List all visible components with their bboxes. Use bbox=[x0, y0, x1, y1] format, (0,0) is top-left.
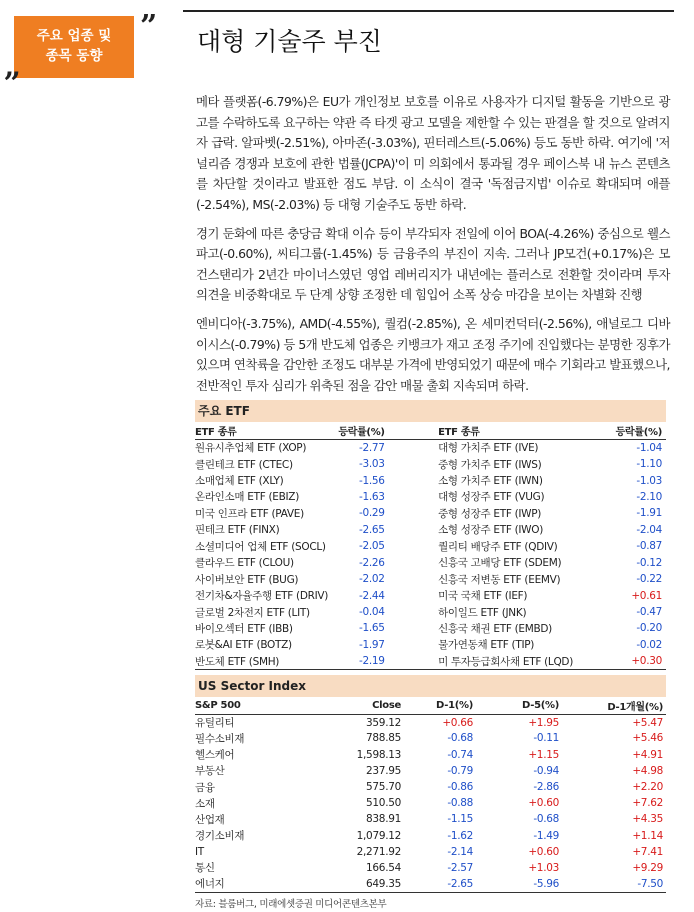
etf-col-change-left: 등락률(%) bbox=[329, 423, 389, 439]
etf-change-left: -2.44 bbox=[359, 589, 385, 602]
etf-change-right: -0.47 bbox=[636, 606, 662, 619]
etf-name-right: 미 투자등급회사채 ETF (LQD) bbox=[438, 653, 595, 669]
etf-row bbox=[195, 439, 666, 455]
etf-section-title: 주요 ETF bbox=[195, 400, 666, 422]
sector-1m: +4.98 bbox=[632, 764, 663, 777]
etf-col-change-right: 등락률(%) bbox=[595, 423, 666, 439]
etf-name-right: 하이일드 ETF (JNK) bbox=[438, 606, 527, 619]
sector-header-row bbox=[195, 698, 666, 714]
etf-name-right: 소형 가치주 ETF (IWN) bbox=[438, 475, 543, 488]
etf-name-right: 중형 가치주 ETF (IWS) bbox=[438, 458, 542, 471]
etf-change-left: -1.65 bbox=[359, 622, 385, 635]
badge-line-2: 종목 동향 bbox=[45, 48, 103, 64]
etf-change-right: -2.10 bbox=[636, 490, 662, 503]
etf-name-left: 원유시추업체 ETF (XOP) bbox=[195, 442, 307, 455]
sector-row bbox=[195, 795, 666, 811]
sector-d5: -0.68 bbox=[533, 813, 559, 826]
sector-row bbox=[195, 730, 666, 746]
etf-change-right: -1.10 bbox=[636, 458, 662, 471]
etf-name-right: 소형 성장주 ETF (IWO) bbox=[438, 524, 544, 537]
sector-row bbox=[195, 844, 666, 860]
etf-row bbox=[195, 456, 666, 472]
sector-d5: -0.94 bbox=[533, 764, 559, 777]
etf-row bbox=[195, 505, 666, 521]
sector-d1: -1.62 bbox=[447, 829, 473, 842]
sector-name: 소재 bbox=[195, 797, 215, 810]
sector-1m: +4.91 bbox=[632, 748, 663, 761]
sector-1m: +4.35 bbox=[632, 813, 663, 826]
sector-name: 산업재 bbox=[195, 813, 225, 826]
etf-name-right: 신흥국 저변동 ETF (EEMV) bbox=[438, 573, 561, 586]
etf-name-left: 전기차&자율주행 ETF (DRIV) bbox=[195, 590, 329, 603]
sector-col-close: Close bbox=[305, 698, 401, 714]
sector-1m: +2.20 bbox=[632, 781, 663, 794]
etf-change-left: -2.05 bbox=[359, 540, 385, 553]
etf-change-right: -1.04 bbox=[636, 441, 662, 454]
sector-row bbox=[195, 747, 666, 763]
etf-name-left: 글로벌 2차전지 ETF (LIT) bbox=[195, 606, 310, 619]
sector-d1: -1.15 bbox=[447, 813, 473, 826]
sector-d1: -0.86 bbox=[447, 781, 473, 794]
sector-name: IT bbox=[195, 845, 204, 858]
sector-1m: +5.47 bbox=[632, 716, 663, 729]
badge-line-1: 주요 업종 및 bbox=[36, 28, 112, 44]
sector-close: 838.91 bbox=[366, 813, 401, 826]
etf-name-right: 신흥국 채권 ETF (EMBD) bbox=[438, 622, 552, 635]
etf-name-left: 미국 인프라 ETF (PAVE) bbox=[195, 507, 304, 520]
quote-close-mark: ” bbox=[140, 9, 158, 44]
etf-change-left: -1.97 bbox=[359, 638, 385, 651]
etf-name-right: 퀄리티 배당주 ETF (QDIV) bbox=[438, 540, 558, 553]
sector-close: 1,598.13 bbox=[356, 748, 401, 761]
etf-change-right: -0.02 bbox=[636, 638, 662, 651]
sector-close: 788.85 bbox=[366, 732, 401, 745]
etf-row bbox=[195, 604, 666, 620]
sector-close: 166.54 bbox=[366, 861, 401, 874]
paragraph-2: 경기 둔화에 따른 충당금 확대 이슈 등이 부각되자 전일에 이어 BOA(-4.26%) 중심으로 웰스파고(-0.60%), 씨티그룹(-1.45%) 등 금융주의 부진이 지속. 그러나 JP모건(+0.17%)은 모건스탠리가 2년간 마이너스였던 영업 레버리지가 내년에는 플러스로 전환할 것이라며 투자의견을 비중확대로 두 단계 상향 조정한 데 힘입어 소폭 상승 마감을 보이는 차별화 진행 bbox=[196, 225, 670, 303]
sector-name: 에너지 bbox=[195, 876, 305, 892]
etf-change-right: -0.20 bbox=[636, 622, 662, 635]
sector-close: 575.70 bbox=[366, 781, 401, 794]
sector-name: 헬스케어 bbox=[195, 749, 235, 762]
sector-d5: -1.49 bbox=[533, 829, 559, 842]
sector-d5: +0.60 bbox=[528, 797, 559, 810]
sector-1m: +1.14 bbox=[632, 829, 663, 842]
sector-name: 금융 bbox=[195, 781, 215, 794]
etf-name-left: 바이오섹터 ETF (IBB) bbox=[195, 622, 293, 635]
etf-col-name-right: ETF 종류 bbox=[438, 423, 595, 439]
etf-row bbox=[195, 538, 666, 554]
etf-change-right: -1.91 bbox=[636, 507, 662, 520]
etf-header-row bbox=[195, 423, 666, 439]
etf-name-left: 클린테크 ETF (CTEC) bbox=[195, 458, 293, 471]
etf-change-left: -0.04 bbox=[359, 606, 385, 619]
sector-col-d1: D-1(%) bbox=[401, 698, 473, 714]
sector-1m: +7.41 bbox=[632, 845, 663, 858]
etf-change-left: -2.19 bbox=[329, 653, 389, 669]
sector-row bbox=[195, 860, 666, 876]
top-rule bbox=[183, 10, 674, 12]
etf-change-right: +0.30 bbox=[595, 653, 666, 669]
section-badge bbox=[14, 16, 134, 78]
etf-row bbox=[195, 587, 666, 603]
sector-d1: -2.57 bbox=[447, 861, 473, 874]
sector-1m: +5.46 bbox=[632, 732, 663, 745]
sector-d1: -2.14 bbox=[447, 845, 473, 858]
etf-name-left: 클라우드 ETF (CLOU) bbox=[195, 557, 294, 570]
etf-change-left: -1.56 bbox=[359, 474, 385, 487]
sector-d5: +0.60 bbox=[528, 845, 559, 858]
sector-d1: -0.79 bbox=[447, 764, 473, 777]
sector-d5: -2.86 bbox=[533, 781, 559, 794]
etf-table bbox=[195, 423, 666, 670]
etf-change-right: -0.22 bbox=[636, 573, 662, 586]
etf-change-left: -2.26 bbox=[359, 556, 385, 569]
sector-name: 부동산 bbox=[195, 765, 225, 778]
etf-change-right: -1.03 bbox=[636, 474, 662, 487]
sector-d1: +0.66 bbox=[442, 716, 473, 729]
sector-col-d5: D-5(%) bbox=[473, 698, 559, 714]
sector-name: 유틸리티 bbox=[195, 717, 235, 730]
page-title: 대형 기술주 부진 bbox=[197, 27, 382, 56]
sector-col-1m: D-1개월(%) bbox=[559, 698, 666, 714]
sector-section-title: US Sector Index bbox=[195, 675, 666, 697]
etf-change-right: -0.87 bbox=[636, 540, 662, 553]
etf-row bbox=[195, 637, 666, 653]
sector-name: 경기소비재 bbox=[195, 830, 245, 843]
etf-name-left: 반도체 ETF (SMH) bbox=[195, 653, 329, 669]
sector-row bbox=[195, 779, 666, 795]
etf-name-right: 대형 성장주 ETF (VUG) bbox=[438, 491, 545, 504]
etf-change-right: +0.61 bbox=[631, 589, 662, 602]
etf-row bbox=[195, 571, 666, 587]
sector-name: 필수소비재 bbox=[195, 732, 245, 745]
etf-name-right: 대형 가치주 ETF (IVE) bbox=[438, 442, 539, 455]
etf-name-left: 핀테크 ETF (FINX) bbox=[195, 524, 280, 537]
sector-name: 통신 bbox=[195, 862, 215, 875]
etf-row bbox=[195, 653, 666, 669]
sector-close: 1,079.12 bbox=[356, 829, 401, 842]
etf-name-left: 소셜미디어 업체 ETF (SOCL) bbox=[195, 540, 326, 553]
sector-d1: -2.65 bbox=[401, 876, 473, 892]
sector-d1: -0.74 bbox=[447, 748, 473, 761]
etf-row bbox=[195, 555, 666, 571]
quote-open-mark: „ bbox=[4, 49, 22, 84]
etf-name-right: 미국 국채 ETF (IEF) bbox=[438, 590, 528, 603]
etf-change-left: -2.02 bbox=[359, 573, 385, 586]
etf-name-left: 온라인소매 ETF (EBIZ) bbox=[195, 491, 299, 504]
etf-name-left: 소매업체 ETF (XLY) bbox=[195, 475, 284, 488]
sector-close: 237.95 bbox=[366, 764, 401, 777]
etf-change-left: -2.65 bbox=[359, 523, 385, 536]
source-note: 자료: 블룸버그, 미래에셋증권 미디어콘텐츠본부 bbox=[195, 899, 387, 910]
etf-row bbox=[195, 522, 666, 538]
article-body bbox=[196, 92, 670, 404]
sector-close: 649.35 bbox=[305, 876, 401, 892]
paragraph-3: 엔비디아(-3.75%), AMD(-4.55%), 퀄컴(-2.85%), 온 세미컨덕터(-2.56%), 애널로그 디바이시스(-0.79%) 등 5개 반도체 업종은 키뱅크가 재고 조정 주기에 진입했다는 분명한 징후가 있으며 연착륙을 감안한 조정도 대부분 가격에 반영되었기 때문에 매수 기회라고 발표했으나, 전반적인 투자 심리가 위축된 점을 감안 매물 출회 지속되며 하락. bbox=[196, 315, 670, 393]
sector-close: 510.50 bbox=[366, 797, 401, 810]
sector-1m: +7.62 bbox=[632, 797, 663, 810]
sector-1m: +9.29 bbox=[632, 861, 663, 874]
etf-change-left: -1.63 bbox=[359, 490, 385, 503]
sector-1m: -7.50 bbox=[559, 876, 666, 892]
etf-name-right: 중형 성장주 ETF (IWP) bbox=[438, 507, 542, 520]
sector-row bbox=[195, 876, 666, 892]
sector-table bbox=[195, 698, 666, 893]
sector-d1: -0.68 bbox=[447, 732, 473, 745]
etf-change-right: -2.04 bbox=[636, 523, 662, 536]
etf-change-left: -2.77 bbox=[359, 441, 385, 454]
etf-name-right: 물가연동채 ETF (TIP) bbox=[438, 639, 535, 652]
sector-close: 359.12 bbox=[366, 716, 401, 729]
etf-name-left: 로봇&AI ETF (BOTZ) bbox=[195, 639, 292, 652]
etf-name-left: 사이버보안 ETF (BUG) bbox=[195, 573, 299, 586]
sector-d5: +1.15 bbox=[528, 748, 559, 761]
etf-row bbox=[195, 620, 666, 636]
sector-close: 2,271.92 bbox=[356, 845, 401, 858]
sector-d1: -0.88 bbox=[447, 797, 473, 810]
sector-row bbox=[195, 811, 666, 827]
etf-change-left: -0.29 bbox=[359, 507, 385, 520]
etf-row bbox=[195, 489, 666, 505]
etf-change-left: -3.03 bbox=[359, 458, 385, 471]
etf-col-name-left: ETF 종류 bbox=[195, 423, 329, 439]
sector-d5: -0.11 bbox=[533, 732, 559, 745]
sector-d5: -5.96 bbox=[473, 876, 559, 892]
sector-row bbox=[195, 714, 666, 730]
etf-change-right: -0.12 bbox=[636, 556, 662, 569]
sector-d5: +1.03 bbox=[528, 861, 559, 874]
paragraph-1: 메타 플랫폼(-6.79%)은 EU가 개인정보 보호를 이유로 사용자가 디지털 활동을 기반으로 광고를 수락하도록 요구하는 약관 즉 타겟 광고 모델을 제한할 수 있는 판결을 할 것으로 알려지자 급락. 알파벳(-2.51%), 아마존(-3.03%), 핀터레스트(-5.06%) 등도 동반 하락. 여기에 '저널리즘 경쟁과 보호에 관한 법률(JCPA)'이 미 의회에서 통과될 경우 페이스북 내 뉴스 콘텐츠를 차단할 것이라고 발표한 점도 부담. 이 소식이 결국 '독점금지법' 이슈로 확대되며 애플(-2.54%), MS(-2.03%) 등 대형 기술주도 동반 하락. bbox=[196, 94, 670, 212]
etf-name-right: 신흥국 고배당 ETF (SDEM) bbox=[438, 557, 562, 570]
sector-row bbox=[195, 828, 666, 844]
sector-col-index: S&P 500 bbox=[195, 698, 305, 714]
sector-d5: +1.95 bbox=[528, 716, 559, 729]
etf-row bbox=[195, 472, 666, 488]
sector-row bbox=[195, 763, 666, 779]
